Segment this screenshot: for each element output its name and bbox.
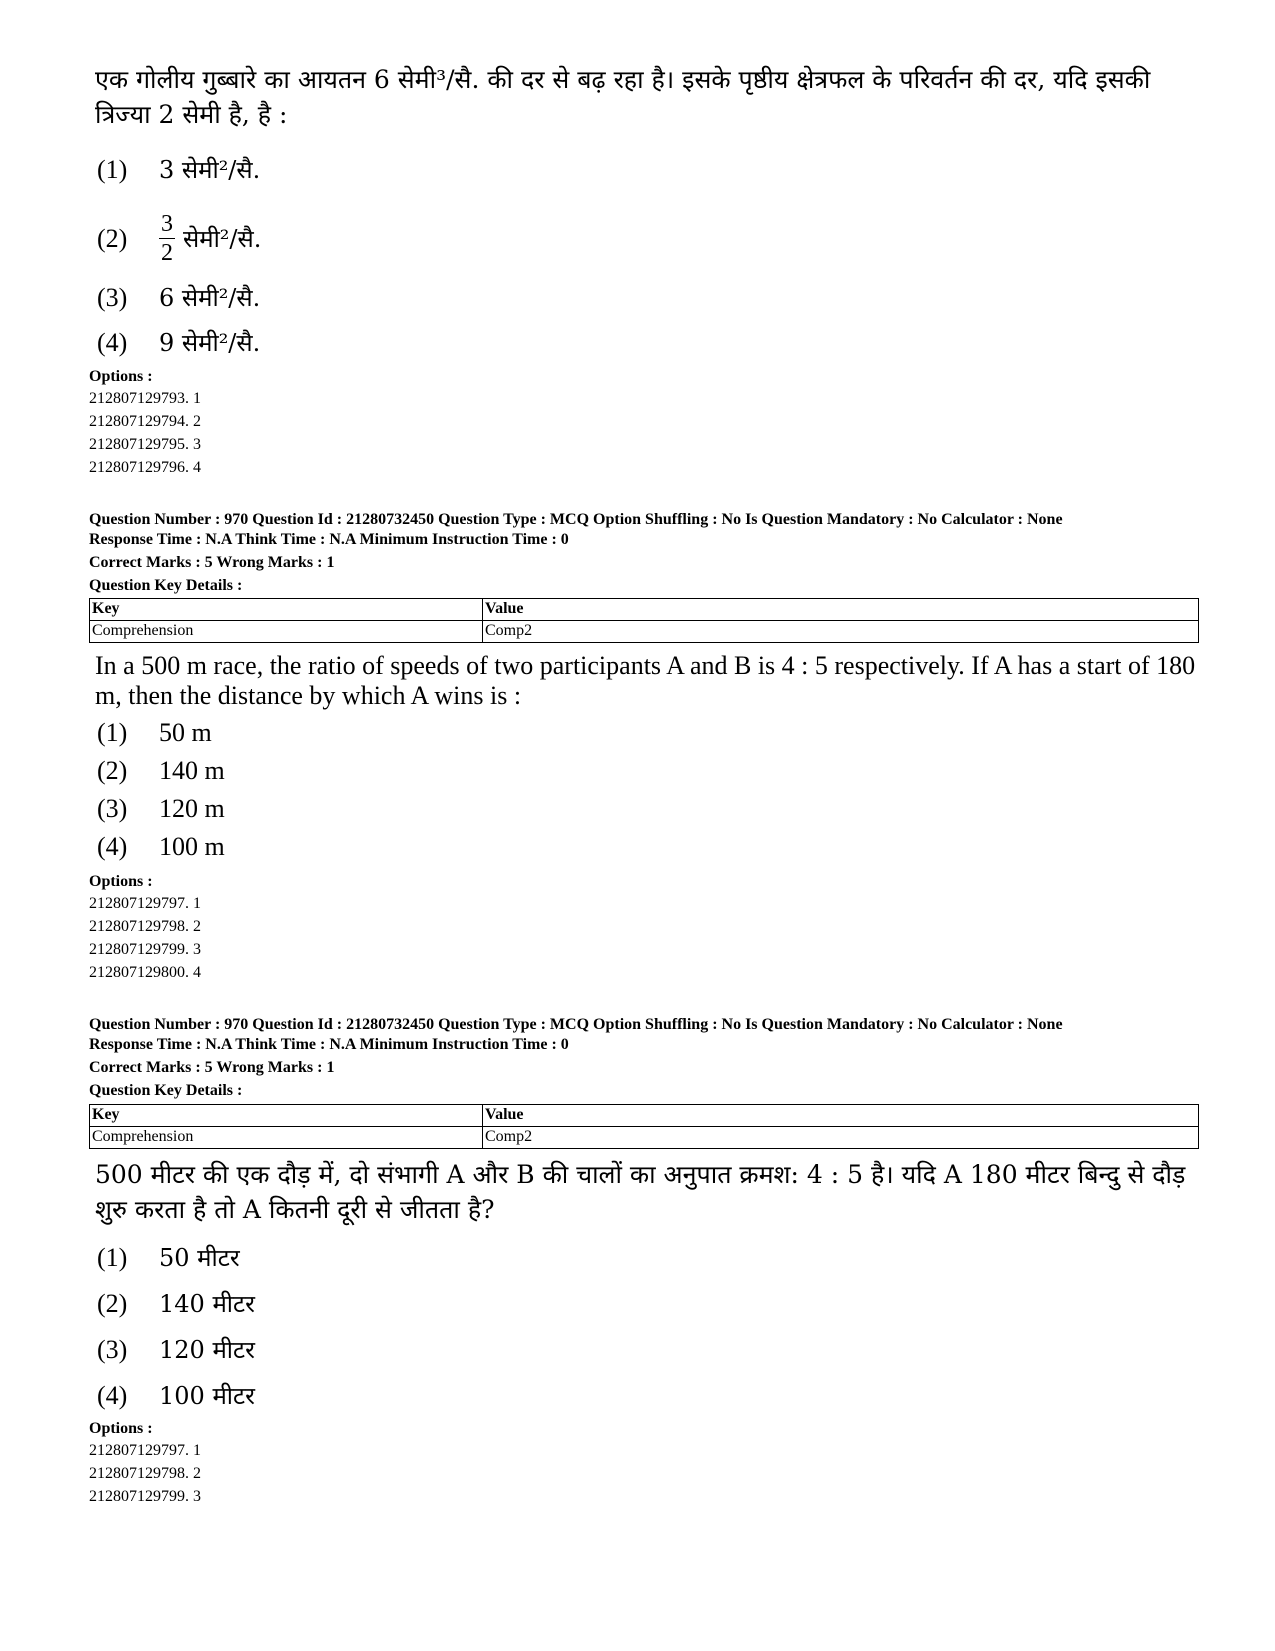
option-text: 120 m [159, 794, 225, 823]
option-text: 6 सेमी²/सै. [159, 284, 261, 312]
option-text: 120 मीटर [159, 1336, 255, 1364]
option-text: 3 सेमी²/सै. [159, 156, 261, 184]
header-value: Value [483, 1105, 1199, 1127]
option-1 [97, 717, 212, 749]
meta-line-question: Question Number : 970 Question Id : 21280732450 Question Type : MCQ Option Shuffling : No Is Question Mandatory : No Calculator : None [89, 1016, 1063, 1033]
meta-line-marks: Correct Marks : 5 Wrong Marks : 1 [89, 1059, 335, 1076]
option-text: 100 m [159, 832, 225, 861]
question-metadata [89, 510, 1239, 596]
option-id: 212807129794. 2 [89, 413, 201, 430]
table-row [90, 1127, 1199, 1149]
meta-line-timing: Response Time : N.A Think Time : N.A Minimum Instruction Time : 0 [89, 1036, 569, 1053]
option-ids-list [89, 1439, 201, 1508]
option-text: सेमी²/सै. [183, 224, 262, 253]
options-label: Options : [89, 368, 153, 385]
option-number: (4) [97, 832, 128, 861]
option-ids-list [89, 892, 201, 984]
option-4 [97, 1380, 255, 1412]
option-1 [97, 1242, 240, 1274]
meta-line-key-details: Question Key Details : [89, 577, 243, 594]
header-key: Key [90, 1105, 483, 1127]
cell-key: Comprehension [90, 621, 483, 643]
option-3 [97, 282, 260, 314]
option-text: 50 m [159, 718, 212, 747]
cell-value: Comp2 [483, 621, 1199, 643]
option-text: 50 मीटर [159, 1244, 240, 1272]
option-number: (1) [97, 718, 128, 747]
option-4 [97, 327, 260, 359]
key-details-table [89, 598, 1199, 643]
option-number: (2) [97, 1289, 128, 1318]
option-id: 212807129797. 1 [89, 1442, 201, 1459]
meta-line-timing: Response Time : N.A Think Time : N.A Minimum Instruction Time : 0 [89, 531, 569, 548]
option-text: 9 सेमी²/सै. [159, 329, 261, 357]
table-header-row [90, 1105, 1199, 1127]
option-id: 212807129793. 1 [89, 390, 201, 407]
option-number: (2) [97, 223, 128, 253]
options-label: Options : [89, 1420, 153, 1437]
option-id: 212807129797. 1 [89, 895, 201, 912]
cell-key: Comprehension [90, 1127, 483, 1149]
fraction [159, 212, 175, 265]
option-number: (3) [97, 283, 128, 312]
question-text-race-en: In a 500 m race, the ratio of speeds of two participants A and B is 4 : 5 respectively. If A has a start of 180 m, then the distance by which A wins is : [95, 651, 1196, 710]
option-text: 140 m [159, 756, 225, 785]
option-3 [97, 1334, 255, 1366]
option-number: (4) [97, 328, 128, 357]
option-2 [97, 212, 261, 265]
options-label: Options : [89, 873, 153, 890]
option-id: 212807129800. 4 [89, 964, 201, 981]
meta-line-question: Question Number : 970 Question Id : 21280732450 Question Type : MCQ Option Shuffling : No Is Question Mandatory : No Calculator : None [89, 511, 1063, 528]
cell-value: Comp2 [483, 1127, 1199, 1149]
question-metadata [89, 1015, 1239, 1101]
option-2 [97, 755, 225, 787]
option-ids-list [89, 387, 201, 479]
option-4 [97, 831, 225, 863]
question-text-balloon: एक गोलीय गुब्बारे का आयतन 6 सेमी³/सै. की दर से बढ़ रहा है। इसके पृष्ठीय क्षेत्रफल के परिवर्तन की दर, यदि इसकी त्रिज्या 2 सेमी है, है : [95, 65, 1151, 129]
table-header-row [90, 599, 1199, 621]
option-number: (4) [97, 1381, 128, 1410]
header-value: Value [483, 599, 1199, 621]
option-2 [97, 1288, 255, 1320]
option-id: 212807129795. 3 [89, 436, 201, 453]
meta-line-key-details: Question Key Details : [89, 1082, 243, 1099]
fraction-denominator: 2 [161, 240, 173, 266]
option-number: (3) [97, 794, 128, 823]
table-row [90, 621, 1199, 643]
option-number: (1) [97, 155, 128, 184]
option-text: 100 मीटर [159, 1382, 255, 1410]
option-id: 212807129796. 4 [89, 459, 201, 476]
option-3 [97, 793, 225, 825]
option-number: (2) [97, 756, 128, 785]
option-id: 212807129798. 2 [89, 918, 201, 935]
fraction-numerator: 3 [161, 211, 173, 237]
option-id: 212807129799. 3 [89, 941, 201, 958]
key-details-table [89, 1104, 1199, 1149]
option-number: (1) [97, 1243, 128, 1272]
header-key: Key [90, 599, 483, 621]
meta-line-marks: Correct Marks : 5 Wrong Marks : 1 [89, 554, 335, 571]
option-number: (3) [97, 1335, 128, 1364]
option-1 [97, 154, 260, 186]
option-id: 212807129798. 2 [89, 1465, 201, 1482]
question-text-race-hi: 500 मीटर की एक दौड़ में, दो संभागी A और B की चालों का अनुपात क्रमश: 4 : 5 है। यदि A 180 मीटर बिन्दु से दौड़ शुरु करता है तो A कितनी दूरी से जीतता है? [95, 1160, 1186, 1224]
option-text: 140 मीटर [159, 1290, 255, 1318]
option-id: 212807129799. 3 [89, 1488, 201, 1505]
